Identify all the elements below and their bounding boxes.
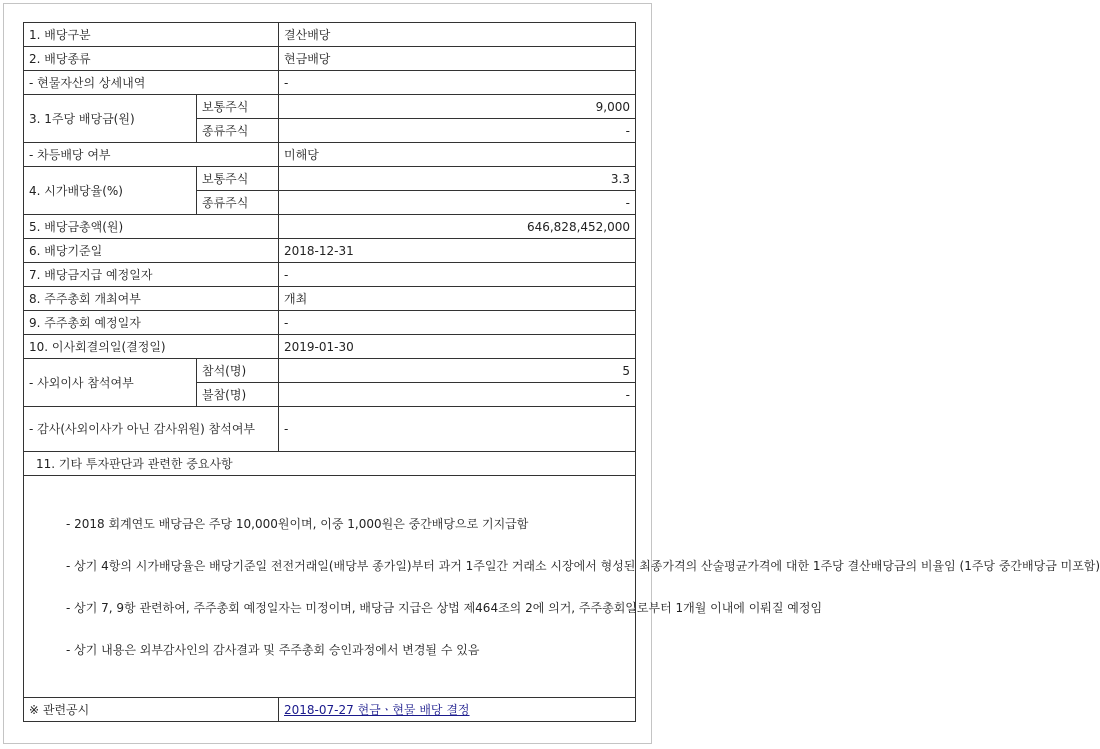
row-outside-directors-present	[24, 359, 636, 383]
notes-cell	[24, 476, 1100, 698]
related-disclosure-link[interactable]: 2018-07-27 현금ㆍ현물 배당 결정	[284, 702, 470, 717]
value-cell: -	[279, 119, 636, 143]
sublabel-cell: 종류주식	[197, 191, 279, 215]
row-record-date	[24, 239, 636, 263]
label-cell: - 현물자산의 상세내역	[24, 71, 279, 95]
dividend-decision-table	[23, 22, 1100, 722]
label-cell: - 감사(사외이사가 아닌 감사위원) 참석여부	[24, 407, 279, 452]
value-cell: 3.3	[279, 167, 636, 191]
label-cell: - 차등배당 여부	[24, 143, 279, 167]
label-cell: 5. 배당금총액(원)	[24, 215, 279, 239]
label-cell: - 사외이사 참석여부	[24, 359, 197, 407]
value-cell: 결산배당	[279, 23, 636, 47]
label-cell: 1. 배당구분	[24, 23, 279, 47]
row-dividend-kind	[24, 47, 636, 71]
value-cell	[279, 698, 636, 722]
sublabel-cell: 보통주식	[197, 167, 279, 191]
sublabel-cell: 불참(명)	[197, 383, 279, 407]
row-agm-date	[24, 311, 636, 335]
value-cell: 현금배당	[279, 47, 636, 71]
label-cell: 10. 이사회결의일(결정일)	[24, 335, 279, 359]
row-auditor-attendance	[24, 407, 636, 452]
note-1: - 2018 회계연도 배당금은 주당 10,000원이며, 이중 1,000원은 중간배당으로 기지급함	[66, 517, 529, 531]
value-cell: 개최	[279, 287, 636, 311]
label-cell: 6. 배당기준일	[24, 239, 279, 263]
label-cell: 2. 배당종류	[24, 47, 279, 71]
sublabel-cell: 종류주식	[197, 119, 279, 143]
value-cell: 646,828,452,000	[279, 215, 636, 239]
value-cell: -	[279, 263, 636, 287]
row-other-matters-header	[24, 452, 636, 476]
note-3: - 상기 7, 9항 관련하여, 주주총회 예정일자는 미정이며, 배당금 지급은 상법 제464조의 2에 의거, 주주총회일로부터 1개월 이내에 이뤄질 예정임	[66, 601, 823, 615]
label-cell: 9. 주주총회 예정일자	[24, 311, 279, 335]
sublabel-cell: 참석(명)	[197, 359, 279, 383]
value-cell: 5	[279, 359, 636, 383]
section-heading: 11. 기타 투자판단과 관련한 중요사항	[24, 452, 636, 476]
label-cell: ※ 관련공시	[24, 698, 279, 722]
value-cell: -	[279, 407, 636, 452]
row-other-matters-body	[24, 476, 636, 698]
label-cell: 7. 배당금지급 예정일자	[24, 263, 279, 287]
note-4: - 상기 내용은 외부감사인의 감사결과 및 주주총회 승인과정에서 변경될 수 있음	[66, 643, 480, 657]
value-cell: -	[279, 311, 636, 335]
row-differential-dividend	[24, 143, 636, 167]
row-dividend-type	[24, 23, 636, 47]
value-cell: -	[279, 191, 636, 215]
row-total-dividend	[24, 215, 636, 239]
label-cell: 4. 시가배당율(%)	[24, 167, 197, 215]
label-cell: 3. 1주당 배당금(원)	[24, 95, 197, 143]
value-cell: 2018-12-31	[279, 239, 636, 263]
note-2: - 상기 4항의 시가배당율은 배당기준일 전전거래일(배당부 종가일)부터 과거 1주일간 거래소 시장에서 형성된 최종가격의 산술평균가격에 대한 1주당 결산배당금의 비율임 (1주당 중간배당금 미포함)	[66, 559, 1100, 573]
value-cell: 2019-01-30	[279, 335, 636, 359]
row-agm-held	[24, 287, 636, 311]
row-yield-common	[24, 167, 636, 191]
row-in-kind-details	[24, 71, 636, 95]
sublabel-cell: 보통주식	[197, 95, 279, 119]
value-cell: -	[279, 383, 636, 407]
value-cell: 미해당	[279, 143, 636, 167]
value-cell: -	[279, 71, 636, 95]
row-dps-common	[24, 95, 636, 119]
value-cell: 9,000	[279, 95, 636, 119]
row-related-disclosure	[24, 698, 636, 722]
row-payment-date	[24, 263, 636, 287]
row-board-resolution-date	[24, 335, 636, 359]
label-cell: 8. 주주총회 개최여부	[24, 287, 279, 311]
